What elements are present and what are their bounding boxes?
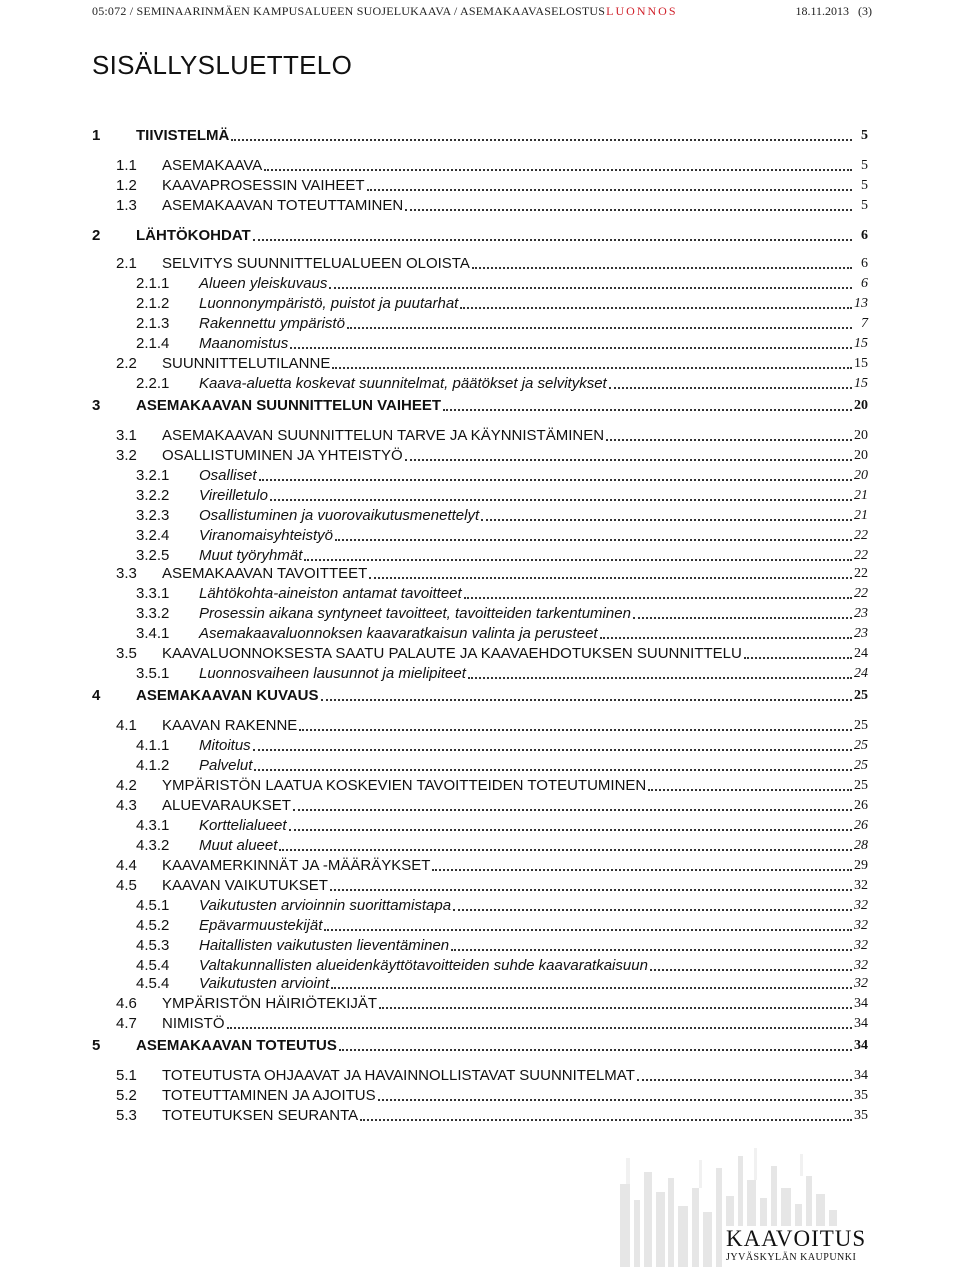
toc-entry-title: Prosessin aikana syntyneet tavoitteet, tavoitteiden tarkentuminen — [199, 605, 631, 622]
logo-wordmark: KAAVOITUS — [726, 1226, 867, 1251]
dot-leader — [259, 479, 852, 481]
toc-entry-title: Luonnosvaiheen lausunnot ja mielipiteet — [199, 665, 466, 682]
dot-leader — [279, 849, 852, 851]
dot-leader — [453, 909, 852, 911]
toc-entry-title: Luonnonympäristö, puistot ja puutarhat — [199, 295, 459, 312]
draft-label: LUONNOS — [606, 3, 678, 18]
toc-entry[interactable] — [0, 874, 960, 894]
toc-entry-page: 23 — [854, 606, 868, 621]
logo-city-name: JYVÄSKYLÄN KAUPUNKI — [726, 1252, 857, 1263]
toc-entry[interactable] — [0, 1064, 960, 1084]
toc-entry-page: 5 — [861, 128, 868, 143]
toc-entry[interactable] — [0, 954, 960, 974]
toc-entry-title: Lähtökohta-aineiston antamat tavoitteet — [199, 585, 462, 602]
toc-entry-page: 32 — [854, 958, 868, 973]
dot-leader — [451, 949, 852, 951]
toc-entry-number: 3.3.1 — [136, 585, 170, 602]
toc-entry-number: 4.5.3 — [136, 937, 170, 954]
toc-entry-title: KAAVAN RAKENNE — [162, 717, 298, 734]
toc-entry-page: 34 — [854, 1068, 868, 1083]
dot-leader — [606, 439, 852, 441]
toc-entry-number: 3.3 — [116, 565, 137, 582]
dot-leader — [289, 829, 852, 831]
dot-leader — [293, 809, 852, 811]
toc-entry-title: KAAVAPROSESSIN VAIHEET — [162, 177, 365, 194]
toc-entry[interactable] — [0, 834, 960, 854]
toc-entry-page: 22 — [854, 586, 868, 601]
toc-entry-number: 4.3.1 — [136, 817, 170, 834]
toc-entry-number: 4.4 — [116, 857, 137, 874]
toc-entry-page: 20 — [854, 428, 868, 443]
toc-entry-number: 5.2 — [116, 1087, 137, 1104]
document-reference: 05:072 / SEMINAARINMÄEN KAMPUSALUEEN SUOJELUKAAVA / ASEMAKAAVASELOSTUS — [92, 3, 606, 18]
toc-entry[interactable] — [0, 972, 960, 992]
toc-entry-number: 3.2.2 — [136, 487, 170, 504]
toc-entry-number: 3.2.3 — [136, 507, 170, 524]
toc-entry-page: 21 — [854, 488, 868, 503]
toc-entry-title: Osallistuminen ja vuorovaikutusmenettelyt — [199, 507, 480, 524]
toc-entry-title: Muut työryhmät — [199, 547, 303, 564]
toc-entry-title: Palvelut — [199, 757, 253, 774]
dot-leader — [304, 559, 852, 561]
dot-leader — [609, 387, 852, 389]
dot-leader — [324, 929, 852, 931]
toc-entry-title: OSALLISTUMINEN JA YHTEISTYÖ — [162, 447, 403, 464]
toc-entry-number: 4.5.1 — [136, 897, 170, 914]
toc-entry-page: 24 — [854, 646, 868, 661]
toc-entry-page: 6 — [861, 228, 868, 243]
toc-entry-number: 4.3 — [116, 797, 137, 814]
toc-entry[interactable] — [0, 774, 960, 794]
toc-entry[interactable] — [0, 602, 960, 622]
toc-entry-page: 20 — [854, 448, 868, 463]
toc-entry-number: 3.5.1 — [136, 665, 170, 682]
toc-entry-page: 25 — [854, 718, 868, 733]
toc-entry-title: ASEMAKAAVAN SUUNNITTELUN TARVE JA KÄYNNISTÄMINEN — [162, 427, 605, 444]
toc-entry-number: 2.1.2 — [136, 295, 170, 312]
toc-entry-title: ASEMAKAAVAN KUVAUS — [136, 687, 319, 704]
toc-entry-title: SUUNNITTELUTILANNE — [162, 355, 331, 372]
toc-entry-page: 22 — [854, 528, 868, 543]
toc-entry-number: 2 — [92, 227, 101, 244]
toc-entry-number: 4 — [92, 687, 101, 704]
toc-entry-number: 3.1 — [116, 427, 137, 444]
toc-entry-title: ASEMAKAAVAN TOTEUTUS — [136, 1037, 337, 1054]
dot-leader — [254, 769, 852, 771]
toc-entry-number: 4.1 — [116, 717, 137, 734]
toc-entry-title: ASEMAKAAVA — [162, 157, 263, 174]
toc-entry-title: Korttelialueet — [199, 817, 287, 834]
toc-entry-number: 5.3 — [116, 1107, 137, 1124]
toc-entry-title: Alueen yleiskuvaus — [199, 275, 328, 292]
toc-entry-number: 2.1.4 — [136, 335, 170, 352]
toc-entry-title: TOTEUTUSTA OHJAAVAT JA HAVAINNOLLISTAVAT SUUNNITELMAT — [162, 1067, 635, 1084]
toc-entry-number: 1.1 — [116, 157, 137, 174]
dot-leader — [460, 307, 852, 309]
toc-entry[interactable] — [0, 582, 960, 602]
toc-entry-page: 5 — [861, 178, 868, 193]
toc-entry[interactable] — [0, 894, 960, 914]
toc-entry[interactable] — [0, 1012, 960, 1032]
toc-entry-number: 2.1.3 — [136, 315, 170, 332]
toc-entry-number: 1.2 — [116, 177, 137, 194]
toc-entry-page: 20 — [854, 468, 868, 483]
toc-entry-number: 4.5.2 — [136, 917, 170, 934]
toc-entry-title: YMPÄRISTÖN LAATUA KOSKEVIEN TAVOITTEIDEN TOTEUTUMINEN — [162, 777, 647, 794]
toc-entry[interactable] — [0, 734, 960, 754]
toc-entry-page: 20 — [854, 398, 868, 413]
toc-entry[interactable] — [0, 174, 960, 194]
dot-leader — [369, 577, 852, 579]
kaavoitus-logo — [604, 1148, 904, 1267]
toc-entry-number: 2.2 — [116, 355, 137, 372]
toc-entry-page: 25 — [854, 688, 868, 703]
toc-entry-title: ASEMAKAAVAN TOTEUTTAMINEN — [162, 197, 404, 214]
toc-entry-title: Rakennettu ympäristö — [199, 315, 345, 332]
dot-leader — [270, 499, 852, 501]
toc-entry[interactable] — [0, 524, 960, 544]
dot-leader — [481, 519, 852, 521]
toc-entry-page: 35 — [854, 1088, 868, 1103]
toc-entry[interactable] — [0, 504, 960, 524]
toc-entry-title: Kaava-aluetta koskevat suunnitelmat, päätökset ja selvitykset — [199, 375, 607, 392]
toc-entry-title: Viranomaisyhteistyö — [199, 527, 333, 544]
toc-entry-number: 4.5.4 — [136, 975, 170, 992]
toc-entry[interactable] — [0, 394, 960, 414]
dot-leader — [332, 367, 852, 369]
toc-entry[interactable] — [0, 272, 960, 292]
toc-entry-page: 34 — [854, 1038, 868, 1053]
toc-entry[interactable] — [0, 642, 960, 662]
toc-entry[interactable] — [0, 684, 960, 704]
toc-entry-title: KAAVAN VAIKUTUKSET — [162, 877, 328, 894]
toc-entry-number: 4.5 — [116, 877, 137, 894]
toc-entry-title: Epävarmuustekijät — [199, 917, 323, 934]
toc-entry[interactable] — [0, 444, 960, 464]
toc-entry-number: 3.2.1 — [136, 467, 170, 484]
toc-entry-title: Vaikutusten arvioinnin suorittamistapa — [199, 897, 452, 914]
toc-entry-title: KAAVALUONNOKSESTA SAATU PALAUTE JA KAAVAEHDOTUKSEN SUUNNITTELU — [162, 645, 742, 662]
toc-entry-title: TOTEUTUKSEN SEURANTA — [162, 1107, 359, 1124]
toc-entry[interactable] — [0, 194, 960, 214]
toc-entry-page: 7 — [861, 316, 868, 331]
dot-leader — [378, 1099, 852, 1101]
toc-entry-title: ALUEVARAUKSET — [162, 797, 291, 814]
toc-entry[interactable] — [0, 562, 960, 582]
toc-entry-page: 26 — [854, 818, 868, 833]
dot-leader — [464, 597, 852, 599]
toc-entry-page: 15 — [854, 376, 868, 391]
toc-entry[interactable] — [0, 332, 960, 352]
toc-entry-title: Maanomistus — [199, 335, 289, 352]
toc-entry-number: 1 — [92, 127, 101, 144]
toc-entry-page: 35 — [854, 1108, 868, 1123]
header-page-number: (3) — [858, 3, 872, 18]
toc-entry-number: 3.3.2 — [136, 605, 170, 622]
header-date: 18.11.2013 — [795, 3, 849, 18]
toc-entry-title: NIMISTÖ — [162, 1015, 225, 1032]
toc-entry-number: 4.5.4 — [136, 957, 170, 974]
dot-leader — [231, 139, 852, 141]
toc-entry-title: Haitallisten vaikutusten lieventäminen — [199, 937, 450, 954]
toc-entry[interactable] — [0, 854, 960, 874]
toc-entry[interactable] — [0, 352, 960, 372]
toc-entry[interactable] — [0, 992, 960, 1012]
dot-leader — [360, 1119, 852, 1121]
toc-entry-number: 4.2 — [116, 777, 137, 794]
toc-entry-number: 4.1.1 — [136, 737, 170, 754]
dot-leader — [633, 617, 852, 619]
toc-entry-page: 13 — [854, 296, 868, 311]
toc-entry-title: Mitoitus — [199, 737, 251, 754]
dot-leader — [331, 987, 852, 989]
toc-entry-page: 34 — [854, 996, 868, 1011]
toc-entry[interactable] — [0, 372, 960, 392]
toc-entry-page: 6 — [861, 276, 868, 291]
toc-entry-page: 23 — [854, 626, 868, 641]
toc-entry-page: 25 — [854, 738, 868, 753]
toc-entry-number: 5.1 — [116, 1067, 137, 1084]
toc-entry-number: 4.1.2 — [136, 757, 170, 774]
toc-entry-page: 15 — [854, 336, 868, 351]
toc-entry-title: KAAVAMERKINNÄT JA -MÄÄRÄYKSET — [162, 857, 431, 874]
toc-entry-title: ASEMAKAAVAN SUUNNITTELUN VAIHEET — [136, 397, 442, 414]
dot-leader — [468, 677, 852, 679]
dot-leader — [290, 347, 852, 349]
toc-entry-number: 4.7 — [116, 1015, 137, 1032]
toc-entry-page: 28 — [854, 838, 868, 853]
toc-entry-page: 26 — [854, 798, 868, 813]
toc-entry[interactable] — [0, 312, 960, 332]
toc-entry-number: 3.2.5 — [136, 547, 170, 564]
dot-leader — [347, 327, 852, 329]
toc-entry-title: Vaikutusten arvioint — [199, 975, 330, 992]
toc-entry-page: 15 — [854, 356, 868, 371]
dot-leader — [432, 869, 852, 871]
toc-entry-page: 22 — [854, 566, 868, 581]
toc-entry[interactable] — [0, 292, 960, 312]
toc-entry-page: 25 — [854, 778, 868, 793]
toc-entry-title: SELVITYS SUUNNITTELUALUEEN OLOISTA — [162, 255, 470, 272]
toc-entry-number: 5 — [92, 1037, 101, 1054]
dot-leader — [227, 1027, 853, 1029]
dot-leader — [600, 637, 852, 639]
page-title: SISÄLLYSLUETTELO — [92, 50, 353, 80]
toc-entry-number: 3.2.4 — [136, 527, 170, 544]
dot-leader — [650, 969, 852, 971]
dot-leader — [744, 657, 852, 659]
dot-leader — [405, 209, 852, 211]
toc-entry[interactable] — [0, 622, 960, 642]
toc-entry-title: Vireilletulo — [199, 487, 268, 504]
toc-entry-title: ASEMAKAAVAN TAVOITTEET — [162, 565, 368, 582]
toc-entry-title: YMPÄRISTÖN HÄIRIÖTEKIJÄT — [162, 995, 378, 1012]
toc-entry-page: 24 — [854, 666, 868, 681]
toc-entry[interactable] — [0, 224, 960, 244]
dot-leader — [637, 1079, 852, 1081]
dot-leader — [330, 889, 852, 891]
dot-leader — [405, 459, 852, 461]
toc-entry[interactable] — [0, 484, 960, 504]
dot-leader — [329, 287, 852, 289]
toc-entry[interactable] — [0, 154, 960, 174]
dot-leader — [443, 409, 852, 411]
toc-entry-number: 3.2 — [116, 447, 137, 464]
toc-entry-title: Osalliset — [199, 467, 257, 484]
toc-entry-title: LÄHTÖKOHDAT — [136, 227, 251, 244]
toc-entry[interactable] — [0, 794, 960, 814]
toc-entry[interactable] — [0, 252, 960, 272]
dot-leader — [379, 1007, 852, 1009]
toc-entry[interactable] — [0, 914, 960, 934]
toc-entry-page: 34 — [854, 1016, 868, 1031]
dot-leader — [321, 699, 852, 701]
toc-entry-number: 3.4.1 — [136, 625, 170, 642]
toc-entry-page: 6 — [861, 256, 868, 271]
toc-entry-page: 32 — [854, 938, 868, 953]
toc-entry[interactable] — [0, 1084, 960, 1104]
toc-entry-page: 5 — [861, 198, 868, 213]
toc-entry-number: 3 — [92, 397, 101, 414]
dot-leader — [335, 539, 852, 541]
toc-entry-number: 3.5 — [116, 645, 137, 662]
toc-entry-number: 4.6 — [116, 995, 137, 1012]
dot-leader — [253, 749, 852, 751]
toc-entry[interactable] — [0, 544, 960, 564]
dot-leader — [299, 729, 852, 731]
toc-entry-page: 21 — [854, 508, 868, 523]
toc-entry-number: 2.2.1 — [136, 375, 170, 392]
toc-entry-page: 5 — [861, 158, 868, 173]
dot-leader — [253, 239, 852, 241]
toc-entry[interactable] — [0, 814, 960, 834]
toc-entry-title: Asemakaavaluonnoksen kaavaratkaisun valinta ja perusteet — [199, 625, 598, 642]
toc-entry-page: 32 — [854, 918, 868, 933]
toc-entry[interactable] — [0, 464, 960, 484]
toc-entry-title: TOTEUTTAMINEN JA AJOITUS — [162, 1087, 376, 1104]
toc-entry[interactable] — [0, 754, 960, 774]
toc-entry-page: 22 — [854, 548, 868, 563]
toc-entry-page: 32 — [854, 898, 868, 913]
toc-entry[interactable] — [0, 124, 960, 144]
toc-entry-page: 32 — [854, 878, 868, 893]
dot-leader — [472, 267, 852, 269]
toc-entry-title: TIIVISTELMÄ — [136, 127, 230, 144]
toc-entry[interactable] — [0, 662, 960, 682]
toc-entry-page: 32 — [854, 976, 868, 991]
toc-entry-page: 29 — [854, 858, 868, 873]
dot-leader — [339, 1049, 852, 1051]
dot-leader — [264, 169, 852, 171]
toc-entry[interactable] — [0, 1034, 960, 1054]
toc-entry[interactable] — [0, 934, 960, 954]
toc-entry[interactable] — [0, 424, 960, 444]
toc-entry[interactable] — [0, 714, 960, 734]
toc-entry-title: Muut alueet — [199, 837, 278, 854]
toc-entry-title: Valtakunnallisten alueidenkäyttötavoitteiden suhde kaavaratkaisuun — [199, 957, 648, 974]
toc-entry-number: 2.1.1 — [136, 275, 170, 292]
toc-entry-number: 4.3.2 — [136, 837, 170, 854]
toc-entry-page: 25 — [854, 758, 868, 773]
toc-entry-number: 2.1 — [116, 255, 137, 272]
toc-entry-number: 1.3 — [116, 197, 137, 214]
toc-entry[interactable] — [0, 1104, 960, 1124]
dot-leader — [648, 789, 852, 791]
dot-leader — [367, 189, 852, 191]
